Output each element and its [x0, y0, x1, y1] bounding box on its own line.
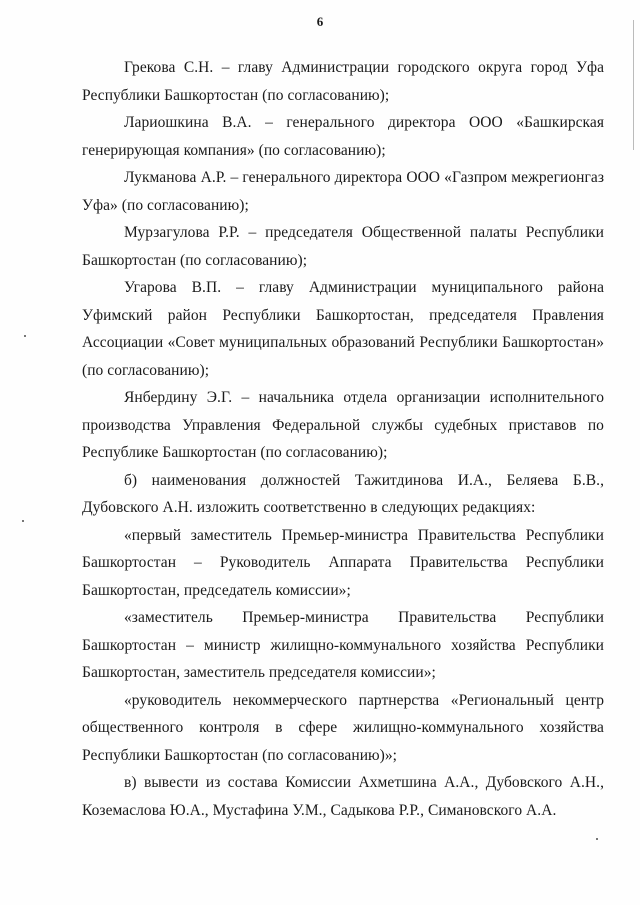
document-body [82, 54, 604, 824]
paragraph-quote-deputy: «заместитель Премьер-министра Правительства Республики Башкортостан – министр жилищно-коммунального хозяйства Республики Башкортостан, заместитель председателя комиссии»; [82, 609, 604, 681]
paragraph-larioshkina: Лариошкина В.А. – генерального директора ООО «Башкирская генерирующая компания» (по согласованию); [82, 114, 604, 159]
scan-speck [22, 520, 24, 522]
paragraph-quote-first-deputy: «первый заместитель Премьер-министра Правительства Республики Башкортостан – Руководитель Аппарата Правительства Республики Башкортостан, председатель комиссии»; [82, 526, 604, 599]
paragraph-quote-head-partnership: «руководитель некоммерческого партнерства «Региональный центр общественного контроля в сфере жилищно-коммунального хозяйства Республики Башкортостан (по согласованию)»; [82, 691, 604, 764]
paragraph-grekova: Грекова С.Н. – главу Администрации городского округа город Уфа Республики Башкортостан (по согласованию); [82, 59, 604, 104]
paragraph-lukmanova: Лукманова А.Р. – генерального директора ООО «Газпром межрегионгаз Уфа» (по согласованию); [82, 169, 604, 214]
paragraph-ugarova: Угарова В.П. – главу Администрации муниципального района Уфимский район Республики Башкортостан, председателя Правления Ассоциации «Совет муниципальных образований Республики Башкортостан» (по согласованию); [82, 279, 604, 379]
scan-edge-line [633, 20, 634, 150]
paragraph-yanberdina: Янбердину Э.Г. – начальника отдела организации исполнительного производства Управления Федеральной службы судебных приставов по Республике Башкортостан (по согласованию); [82, 389, 604, 461]
paragraph-item-v: в) вывести из состава Комиссии Ахметшина А.А., Дубовского А.Н., Коземаслова Ю.А., Мустафина У.М., Садыкова Р.Р., Симановского А.А. [82, 774, 604, 819]
scan-speck [596, 838, 598, 840]
page-number: 6 [316, 14, 324, 29]
paragraph-murzagulova: Мурзагулова Р.Р. – председателя Общественной палаты Республики Башкортостан (по согласованию); [82, 224, 604, 269]
scan-speck [24, 335, 26, 337]
paragraph-item-b: б) наименования должностей Тажитдинова И.А., Беляева Б.В., Дубовского А.Н. изложить соответственно в следующих редакциях: [82, 471, 604, 516]
